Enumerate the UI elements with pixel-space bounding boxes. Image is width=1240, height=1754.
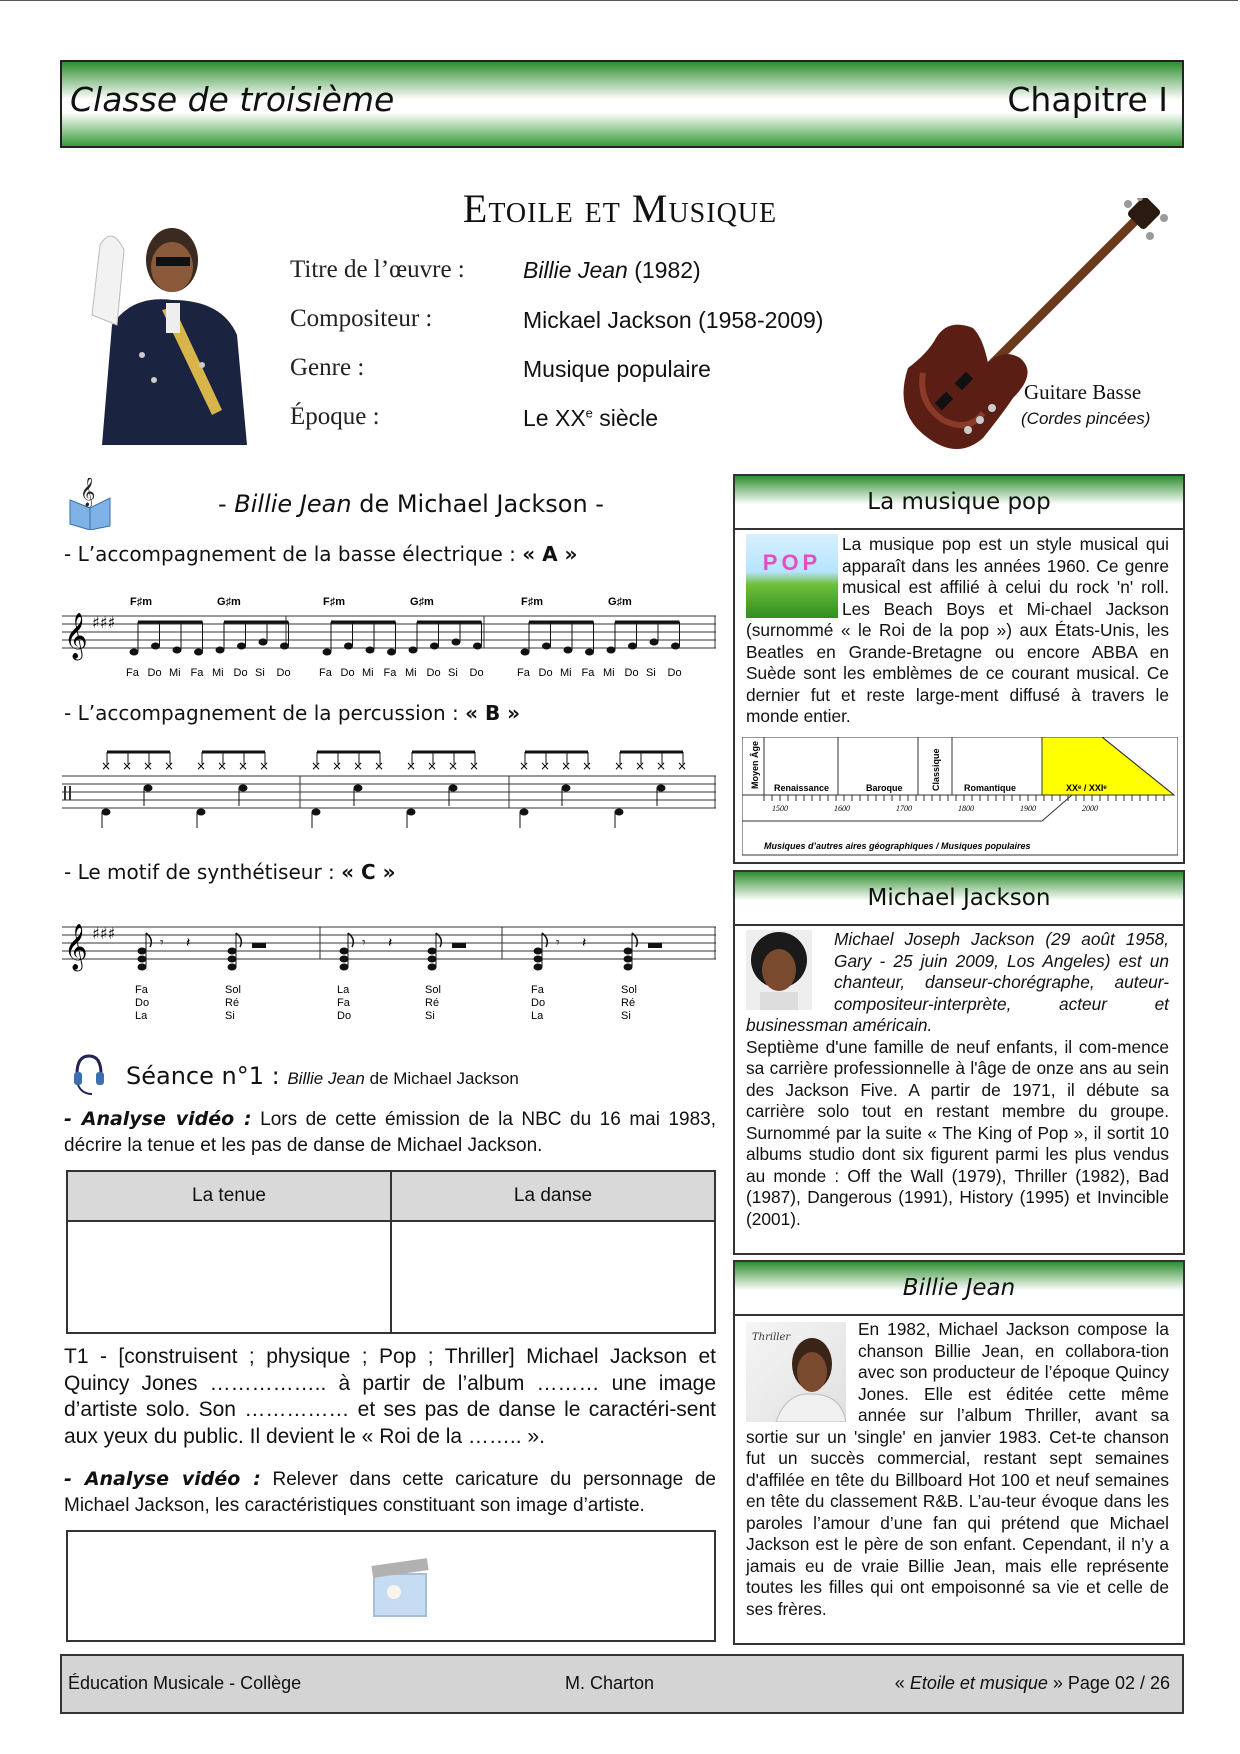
kick-note	[615, 809, 624, 816]
svg-text:Thriller: Thriller	[752, 1332, 791, 1343]
half-rest	[648, 943, 662, 948]
seance-title: Séance n°1 : Billie Jean de Michael Jackson	[126, 1062, 519, 1090]
hihat-note: ×	[217, 759, 228, 773]
year-label: 2000	[1082, 804, 1098, 813]
bass-note	[216, 647, 225, 654]
page-border	[0, 0, 1238, 1]
hihat-note: ×	[374, 759, 385, 773]
kick-note	[312, 809, 321, 816]
mj-box-title: Michael Jackson	[735, 872, 1183, 926]
hihat-note: ×	[311, 759, 322, 773]
tenue-danse-table	[66, 1170, 716, 1334]
bass-note-label: Do	[426, 667, 441, 678]
table-cell-tenue[interactable]	[67, 1221, 391, 1333]
synth-note	[340, 948, 349, 955]
synth-note-label: Ré	[225, 997, 240, 1009]
guitar-name: Guitare Basse	[1024, 380, 1142, 404]
bass-note-label: Fa	[383, 667, 397, 678]
snare-note	[562, 785, 571, 792]
bass-note	[194, 649, 203, 656]
period-label: XXᵉ / XXIᵉ	[1066, 783, 1107, 793]
bass-note	[344, 643, 353, 650]
hihat-note: ×	[122, 759, 133, 773]
hihat-note: ×	[332, 759, 343, 773]
caricature-answer-box[interactable]	[66, 1530, 716, 1642]
hihat-note: ×	[469, 759, 480, 773]
info-label-genre: Genre :	[290, 354, 365, 381]
synth-note	[228, 964, 237, 971]
synth-note	[624, 948, 633, 955]
pop-box-title: La musique pop	[735, 476, 1183, 530]
treble-clef-icon: 𝄞	[64, 613, 88, 659]
footer-right: « Etoile et musique » Page 02 / 26	[894, 1673, 1170, 1693]
bass-note	[452, 639, 461, 646]
synth-note	[228, 956, 237, 963]
quarter-rest: 𝄽	[186, 935, 191, 951]
eighth-rest: 𝄾	[556, 935, 560, 951]
eighth-rest: 𝄾	[160, 935, 164, 951]
synth-note-label: Ré	[425, 997, 440, 1009]
bass-note	[430, 643, 439, 650]
synth-note-label: La	[531, 1010, 544, 1022]
music-book-icon	[66, 478, 114, 530]
key-signature: ♯♯♯	[92, 924, 116, 943]
half-rest	[452, 943, 466, 948]
hihat-note: ×	[101, 759, 112, 773]
video-clapper-icon	[370, 1556, 430, 1620]
chord-label: G♯m	[608, 596, 632, 608]
bass-note	[237, 643, 246, 650]
bass-note-label: Si	[448, 667, 458, 678]
synth-note	[138, 948, 147, 955]
bass-note-label: Do	[276, 667, 291, 678]
year-label: 1700	[896, 804, 912, 813]
page-title: Etoile et Musique	[462, 186, 778, 231]
kick-note	[197, 809, 206, 816]
quarter-rest: 𝄽	[582, 935, 587, 951]
synth-note	[624, 964, 633, 971]
bass-note	[130, 649, 139, 656]
synth-note	[340, 956, 349, 963]
bass-note-label: Fa	[190, 667, 204, 678]
bass-note-label: Fa	[581, 667, 595, 678]
synth-note	[624, 956, 633, 963]
table-header-danse: La danse	[391, 1171, 715, 1221]
period-timeline	[742, 737, 1178, 857]
info-value-epoch: Le XXe siècle	[523, 405, 659, 431]
hihat-note: ×	[561, 759, 572, 773]
year-label: 1900	[1020, 804, 1036, 813]
bass-staff	[62, 592, 718, 678]
synth-note-label: Sol	[425, 984, 441, 996]
pop-logo-text: POP	[762, 550, 822, 575]
hihat-note: ×	[164, 759, 175, 773]
snare-note	[144, 785, 153, 792]
chord-label: F♯m	[130, 596, 152, 608]
bass-note-label: Fa	[319, 667, 332, 678]
headphones-icon	[72, 1052, 106, 1096]
synth-note-label: La	[135, 1010, 148, 1022]
period-label-classique: Classique	[931, 748, 941, 791]
half-rest	[252, 943, 266, 948]
bass-note	[542, 643, 551, 650]
chord-label: F♯m	[323, 596, 345, 608]
synth-note-label: Fa	[135, 984, 148, 996]
kick-note	[102, 809, 111, 816]
bass-note	[585, 649, 594, 656]
hihat-note: ×	[259, 759, 270, 773]
chord-label: G♯m	[410, 596, 434, 608]
line-c: - Le motif de synthétiseur : « C »	[64, 860, 396, 884]
hihat-note: ×	[519, 759, 530, 773]
quarter-rest: 𝄽	[388, 935, 393, 951]
year-label: 1600	[834, 804, 850, 813]
footer-center: M. Charton	[565, 1673, 655, 1693]
bass-note-label: Do	[147, 667, 162, 678]
info-label-composer: Compositeur :	[290, 305, 433, 332]
hihat-note: ×	[406, 759, 417, 773]
synth-note	[428, 948, 437, 955]
hihat-note: ×	[635, 759, 646, 773]
info-value-title: Billie Jean (1982)	[523, 257, 701, 283]
bass-note	[409, 647, 418, 654]
guitar-note: (Cordes pincées)	[1021, 409, 1151, 428]
synth-note-label: Si	[225, 1010, 235, 1022]
analyse1-paragraph: - Analyse vidéo : Lors de cette émission de la NBC du 16 mai 1983, décrire la tenue et les pas de danse de Michael Jackson.	[64, 1108, 716, 1156]
synth-note-label: Fa	[337, 997, 350, 1009]
eighth-rest: 𝄾	[362, 935, 366, 951]
hihat-note: ×	[656, 759, 667, 773]
table-header-tenue: La tenue	[67, 1171, 391, 1221]
bass-note-label: Fa	[126, 667, 139, 678]
hihat-note: ×	[238, 759, 249, 773]
bass-note	[607, 647, 616, 654]
percussion-clef	[69, 786, 71, 800]
pop-float-spacer	[746, 534, 842, 618]
hihat-note: ×	[540, 759, 551, 773]
synth-note	[138, 964, 147, 971]
bass-note-label: Mi	[212, 667, 224, 678]
year-label: 1800	[958, 804, 974, 813]
snare-note	[239, 785, 248, 792]
mj-float-spacer	[746, 929, 834, 1011]
synth-note-label: Do	[531, 997, 546, 1009]
chapter-title: Chapitre I	[1007, 80, 1168, 119]
mj-box-text: Michael Joseph Jackson (29 août 1958, Gary - 25 juin 2009, Los Angeles) est un chanteur, danseur-chorégraphe, auteur-compositeur-interprète, acteur et businessman américain. Septième d'une famille de neuf enfants, il com-mence sa carrière professionnelle à l'âge de onze ans au sein des Jackson Five. A partir de 1971, il débute sa carrière solo tout en restant membre du groupe. Surnommé par la suite « The King of Pop », il sortit 10 albums studio dont six figurent parmi les plus vendus au monde : Off the Wall (1979), Thriller (1982), Bad (1987), Dangerous (1991), History (1995) et Invincible (2001).	[746, 929, 1169, 1229]
t1-paragraph: T1 - [construisent ; physique ; Pop ; Thriller] Michael Jackson et Quincy Jones …………….. à partir de l’album ……… une image d’artiste solo. Son …………… et ses pas de danse le caractéri-sent aux yeux du public. Il devient le « Roi de la …….. ».	[64, 1345, 716, 1448]
hihat-note: ×	[448, 759, 459, 773]
class-title: Classe de troisième	[70, 80, 395, 119]
info-label-title: Titre de l’œuvre :	[290, 256, 465, 283]
chord-label: G♯m	[217, 596, 241, 608]
year-label: 1500	[772, 804, 788, 813]
synth-note	[428, 964, 437, 971]
bass-note	[366, 647, 375, 654]
snare-note	[354, 785, 363, 792]
bj-box-title: Billie Jean	[735, 1262, 1183, 1316]
pop-box-text: La musique pop est un style musical qui apparaît dans les années 1960. Ce genre musical est affilié à celui du rock 'n' roll. Les Beach Boys et Mi-chael Jackson (surnommé « le Roi de la pop ») aux États-Unis, les Beatles en Grande-Bretagne ou encore ABBA en Suède sont les emblèmes de ce courant musical. Ce dernier fut et reste large-ment diffusé à travers le monde entier.	[746, 534, 1169, 726]
synth-note	[138, 956, 147, 963]
snare-note	[657, 785, 666, 792]
bass-note-label: Mi	[169, 667, 181, 678]
synth-note-label: Sol	[225, 984, 241, 996]
chord-label: F♯m	[521, 596, 543, 608]
bass-note-label: Do	[340, 667, 355, 678]
synth-note-label: Si	[621, 1010, 631, 1022]
bass-note-label: Do	[233, 667, 248, 678]
bass-note	[280, 643, 289, 650]
bass-note-label: Do	[624, 667, 639, 678]
bass-note	[628, 643, 637, 650]
table-cell-danse[interactable]	[391, 1221, 715, 1333]
synth-note	[228, 948, 237, 955]
hihat-note: ×	[196, 759, 207, 773]
synth-note	[534, 956, 543, 963]
period-label: Renaissance	[774, 783, 830, 793]
bass-note	[151, 643, 160, 650]
bass-note	[564, 647, 573, 654]
analyse2-paragraph: - Analyse vidéo : Relever dans cette caricature du personnage de Michael Jackson, les caractéristiques constituant son image d’artiste.	[64, 1468, 716, 1516]
info-value-composer: Mickael Jackson (1958-2009)	[523, 307, 824, 333]
percussion-clef	[64, 786, 66, 800]
bass-note-label: Si	[646, 667, 656, 678]
hihat-note: ×	[582, 759, 593, 773]
info-value-genre: Musique populaire	[523, 356, 711, 382]
synth-note-label: Do	[135, 997, 150, 1009]
bass-note-label: Fa	[517, 667, 530, 678]
bass-note-label: Mi	[603, 667, 615, 678]
hihat-note: ×	[353, 759, 364, 773]
synth-note-label: Si	[425, 1010, 435, 1022]
bj-float-spacer	[746, 1319, 858, 1423]
synth-note	[534, 948, 543, 955]
line-a: - L’accompagnement de la basse électrique : « A »	[64, 542, 578, 566]
synth-note-label: Do	[337, 1010, 352, 1022]
period-label: Baroque	[866, 783, 903, 793]
treble-clef-icon: 𝄞	[64, 924, 88, 970]
bass-note-label: Mi	[560, 667, 572, 678]
bass-note-label: Do	[469, 667, 484, 678]
synth-note-label: Fa	[531, 984, 544, 996]
bass-note-label: Do	[667, 667, 682, 678]
hihat-note: ×	[143, 759, 154, 773]
kick-note	[520, 809, 529, 816]
info-label-epoch: Époque :	[290, 403, 380, 430]
synth-note-label: La	[337, 984, 350, 996]
bass-note	[650, 639, 659, 646]
line-b: - L’accompagnement de la percussion : « B »	[64, 701, 521, 725]
period-label: Romantique	[964, 783, 1017, 793]
bass-note	[473, 643, 482, 650]
bass-note-label: Do	[538, 667, 553, 678]
percussion-staff	[62, 748, 718, 828]
mj-portrait-image	[62, 215, 252, 445]
hihat-note: ×	[427, 759, 438, 773]
bass-note	[259, 639, 268, 646]
bass-note	[387, 649, 396, 656]
synth-note	[534, 964, 543, 971]
bass-note	[323, 649, 332, 656]
footer-left: Éducation Musicale - Collège	[68, 1673, 302, 1693]
bass-note-label: Si	[255, 667, 265, 678]
snare-note	[449, 785, 458, 792]
bass-note-label: Mi	[362, 667, 374, 678]
section-title: - Billie Jean de Michael Jackson -	[218, 490, 604, 518]
synth-note	[340, 964, 349, 971]
hihat-note: ×	[614, 759, 625, 773]
svg-text:𝄞: 𝄞	[80, 478, 96, 507]
synth-note-label: Ré	[621, 997, 636, 1009]
hihat-note: ×	[677, 759, 688, 773]
timeline-caption: Musiques d’autres aires géographiques / Musiques populaires	[764, 841, 1031, 851]
bass-note	[671, 643, 680, 650]
key-signature: ♯♯♯	[92, 613, 116, 632]
bass-note-label: Mi	[405, 667, 417, 678]
synth-note-label: Sol	[621, 984, 637, 996]
synth-staff	[62, 915, 718, 1027]
period-label-moyen-age: Moyen Âge	[750, 740, 760, 789]
kick-note	[407, 809, 416, 816]
bass-note	[521, 649, 530, 656]
bj-box-text: En 1982, Michael Jackson compose la chanson Billie Jean, en collabora-tion avec son producteur de l’époque Quincy Jones. Elle est éditée cette même année sur l’album Thriller, avant sa sortie sur un 'single' en janvier 1983. Cet-te chanson fut un succès commercial, restant sept semaines d'affilée en tête du Billboard Hot 100 et neuf semaines en tête du classement R&B. L’au-teur évoque dans les paroles l’amour d’une fan qui prétend que Michael Jackson est le père de son enfant. Cependant, il n’y a jamais eu de vraie Billie Jean, mais elle représente toutes les filles qui ont empoisonné sa vie et celle de ses frères.	[746, 1319, 1169, 1619]
synth-note	[428, 956, 437, 963]
bass-note	[173, 647, 182, 654]
